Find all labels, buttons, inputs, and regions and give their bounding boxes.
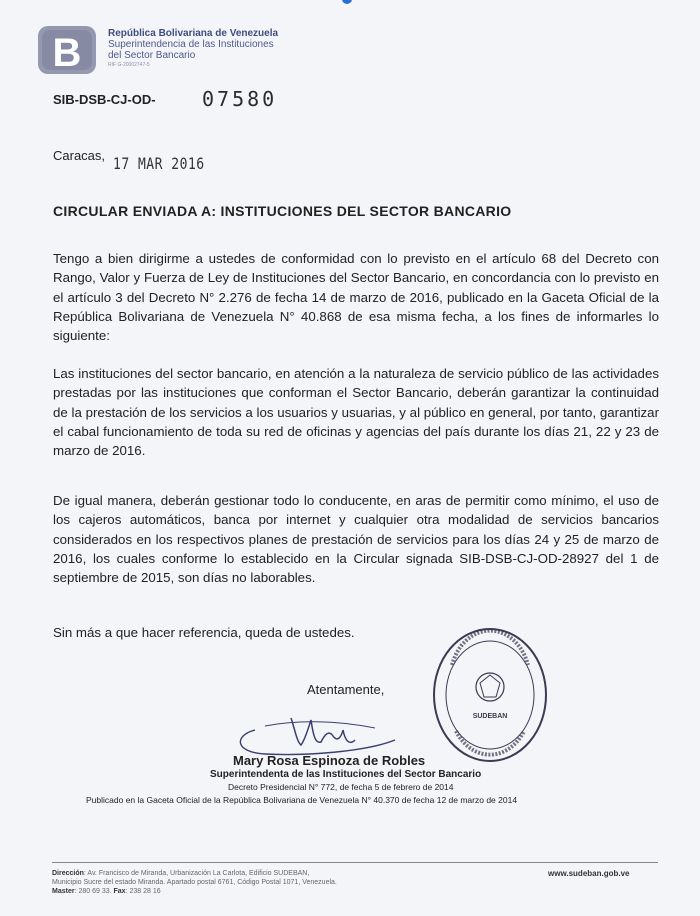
signatory-decree: Decreto Presidencial N° 772, de fecha 5 de febrero de 2014: [228, 782, 454, 792]
paragraph-3: De igual manera, deberán gestionar todo lo conducente, en aras de permitir como mínimo, el uso de los cajeros automáticos, banca por internet y cualquier otra modalidad de servicios bancarios considerados en los respectivos planes de prestación de servicios para los días 24 y 25 de marzo de 2016, los cuales conforme lo establecido en la Circular signada SIB-DSB-CJ-OD-28927 del 1 de septiembre de 2015, son días no laborables.: [53, 493, 659, 586]
footer-master-label: Master: [52, 888, 75, 895]
signatory-name: Mary Rosa Espinoza de Robles: [233, 753, 426, 768]
footer-address-text-1: : Av. Francisco de Miranda, Urbanización La Carlota, Edificio SUDEBAN,: [83, 870, 310, 877]
letterhead-organization: [108, 28, 278, 69]
handwritten-signature: [225, 690, 405, 760]
paragraph-1: Tengo a bien dirigirme a ustedes de conformidad con lo previsto en el artículo 68 del Decreto con Rango, Valor y Fuerza de Ley de Instituciones del Sector Bancario, en concordancia con lo previsto en el artículo 3 del Decreto N° 2.276 de fecha 14 de marzo de 2016, publicado en la Gaceta Oficial de la República Bolivariana de Venezuela N° 40.868 de esa misma fecha, a los fines de informarles lo siguiente:: [53, 251, 659, 344]
footer-phones: [52, 887, 337, 896]
closing-text: Atentamente,: [307, 682, 385, 697]
logo-letter: B: [52, 31, 82, 75]
paragraph-4: Sin más a que hacer referencia, queda de ustedes.: [53, 625, 355, 640]
reference-number: 07580: [202, 87, 278, 111]
footer-fax-value: : 238 28 16: [125, 888, 161, 895]
signatory-publication: Publicado en la Gaceta Oficial de la República Bolivariana de Venezuela N° 40.370 de fecha 12 de marzo de 2014: [86, 795, 518, 805]
date-stamp: 17 MAR 2016: [113, 155, 205, 174]
footer-divider: [52, 862, 658, 863]
sudeban-logo-icon: [34, 22, 100, 78]
org-line-3: del Sector Bancario: [108, 50, 196, 61]
footer-master-value: : 280 69 33.: [74, 888, 112, 895]
footer-address: [52, 869, 337, 896]
org-line-1: República Bolivariana de Venezuela: [108, 28, 279, 39]
blue-dot-marker: [342, 0, 352, 4]
circular-heading: CIRCULAR ENVIADA A: INSTITUCIONES DEL SECTOR BANCARIO: [53, 203, 512, 219]
seal-center-text: SUDEBAN: [472, 713, 508, 720]
place-label: Caracas,: [53, 148, 106, 163]
footer-address-line-1: [52, 869, 337, 878]
official-seal-icon: [430, 625, 550, 765]
org-line-4: RIF G-20002747-5: [108, 62, 150, 68]
org-line-2: Superintendencia de las Instituciones: [108, 39, 274, 50]
paragraph-2: Las instituciones del sector bancario, en atención a la naturaleza de servicio público de las actividades prestadas por las instituciones que conforman el Sector Bancario, deberán garantizar la continuidad de la prestación de los servicios a los usuarios y usuarias, y al público en general, por tanto, garantizar el cabal funcionamiento de toda su red de oficinas y agencias del país durante los días 21, 22 y 23 de marzo de 2016.: [53, 366, 659, 459]
footer-fax-label: Fax: [113, 888, 126, 895]
footer-address-line-2: Municipio Sucre del estado Miranda. Apartado postal 6761, Código Postal 1071, Venezuela.: [52, 879, 337, 886]
reference-prefix: SIB-DSB-CJ-OD-: [53, 92, 156, 107]
footer-address-label: Dirección: [52, 870, 84, 877]
footer-website: www.sudeban.gob.ve: [548, 869, 630, 878]
signatory-title: Superintendenta de las Instituciones del Sector Bancario: [210, 769, 482, 780]
